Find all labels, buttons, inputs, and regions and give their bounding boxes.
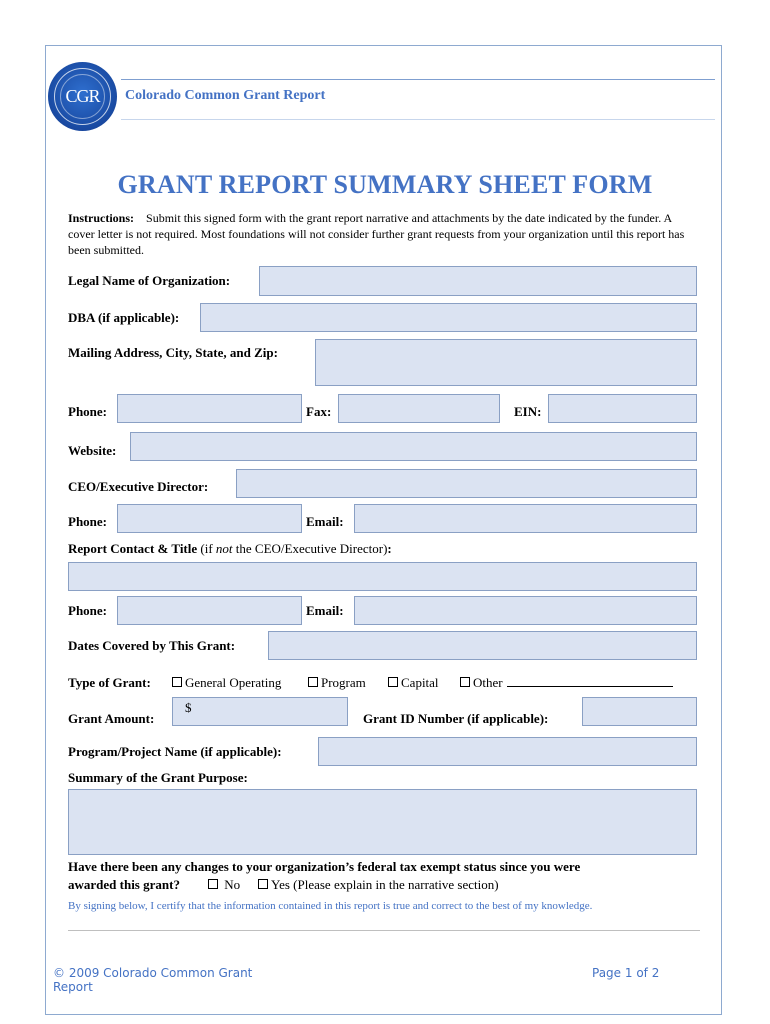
tax-status-yes[interactable]: Yes (Please explain in the narrative section) [258,877,499,893]
instructions-text: Submit this signed form with the grant report narrative and attachments by the date indicated by the funder. A cover letter is not required. Most foundations will not consider further grant requests from your organization until this report has been submitted. [68,211,685,257]
grant-type-other[interactable]: Other [460,675,673,691]
website-field[interactable] [130,432,697,461]
header-rule-top [121,79,715,80]
instructions [68,210,698,258]
website-label: Website: [68,443,117,458]
ceo-email-label: Email: [306,514,344,529]
program-name-field[interactable] [318,737,697,766]
contact-email-label: Email: [306,603,344,618]
tax-status-no[interactable]: No [208,877,240,893]
dollar-prefix: $ [185,700,192,715]
summary-label: Summary of the Grant Purpose: [68,770,248,785]
checkbox-icon[interactable] [172,677,182,687]
legal-name-field[interactable] [259,266,697,296]
grant-id-label: Grant ID Number (if applicable): [363,711,549,726]
footer-copyright: © 2009 Colorado Common Grant Report [53,966,253,994]
grant-id-field[interactable] [582,697,697,726]
checkbox-icon[interactable] [308,677,318,687]
instructions-label: Instructions: [68,211,135,225]
legal-name-label: Legal Name of Organization: [68,273,231,288]
mailing-address-label: Mailing Address, City, State, and Zip: [68,345,278,360]
phone-label: Phone: [68,404,107,419]
signature-rule [68,930,700,931]
header-title: Colorado Common Grant Report [125,88,326,103]
checkbox-icon[interactable] [258,879,268,889]
ceo-email-field[interactable] [354,504,697,533]
contact-phone-label: Phone: [68,603,107,618]
dates-covered-label: Dates Covered by This Grant: [68,638,236,653]
program-name-label: Program/Project Name (if applicable): [68,744,282,759]
certification-text: By signing below, I certify that the information contained in this report is true and correct to the best of my knowledge. [68,900,593,912]
grant-type-capital[interactable]: Capital [388,675,439,691]
ceo-field[interactable] [236,469,697,498]
grant-amount-field[interactable] [172,697,348,726]
grant-type-program[interactable]: Program [308,675,366,691]
mailing-address-field[interactable] [315,339,697,386]
footer-page-number: Page 1 of 2 [592,966,660,980]
grant-type-general-operating[interactable]: General Operating [172,675,281,691]
dba-label: DBA (if applicable): [68,310,180,325]
fax-field[interactable] [338,394,500,423]
summary-field[interactable] [68,789,697,855]
dba-field[interactable] [200,303,697,332]
phone-field[interactable] [117,394,302,423]
other-blank-line[interactable] [507,676,673,687]
ein-field[interactable] [548,394,697,423]
contact-phone-field[interactable] [117,596,302,625]
report-contact-field[interactable] [68,562,697,591]
header-rule-bottom [121,119,715,120]
logo-text: CGR [65,86,100,106]
form-title: GRANT REPORT SUMMARY SHEET FORM [117,170,653,199]
ceo-label: CEO/Executive Director: [68,479,209,494]
ceo-phone-label: Phone: [68,514,107,529]
contact-email-field[interactable] [354,596,697,625]
report-contact-label: Report Contact & Title (if not the CEO/Executive Director): [68,541,392,556]
checkbox-icon[interactable] [208,879,218,889]
tax-status-question-line2: awarded this grant? [68,877,180,892]
ein-label: EIN: [514,404,542,419]
checkbox-icon[interactable] [460,677,470,687]
cgr-logo [48,62,117,131]
grant-amount-label: Grant Amount: [68,711,155,726]
tax-status-question: Have there been any changes to your organization’s federal tax exempt status since you were [68,859,581,874]
dates-covered-field[interactable] [268,631,697,660]
type-of-grant-label: Type of Grant: [68,675,151,690]
fax-label: Fax: [306,404,332,419]
checkbox-icon[interactable] [388,677,398,687]
ceo-phone-field[interactable] [117,504,302,533]
